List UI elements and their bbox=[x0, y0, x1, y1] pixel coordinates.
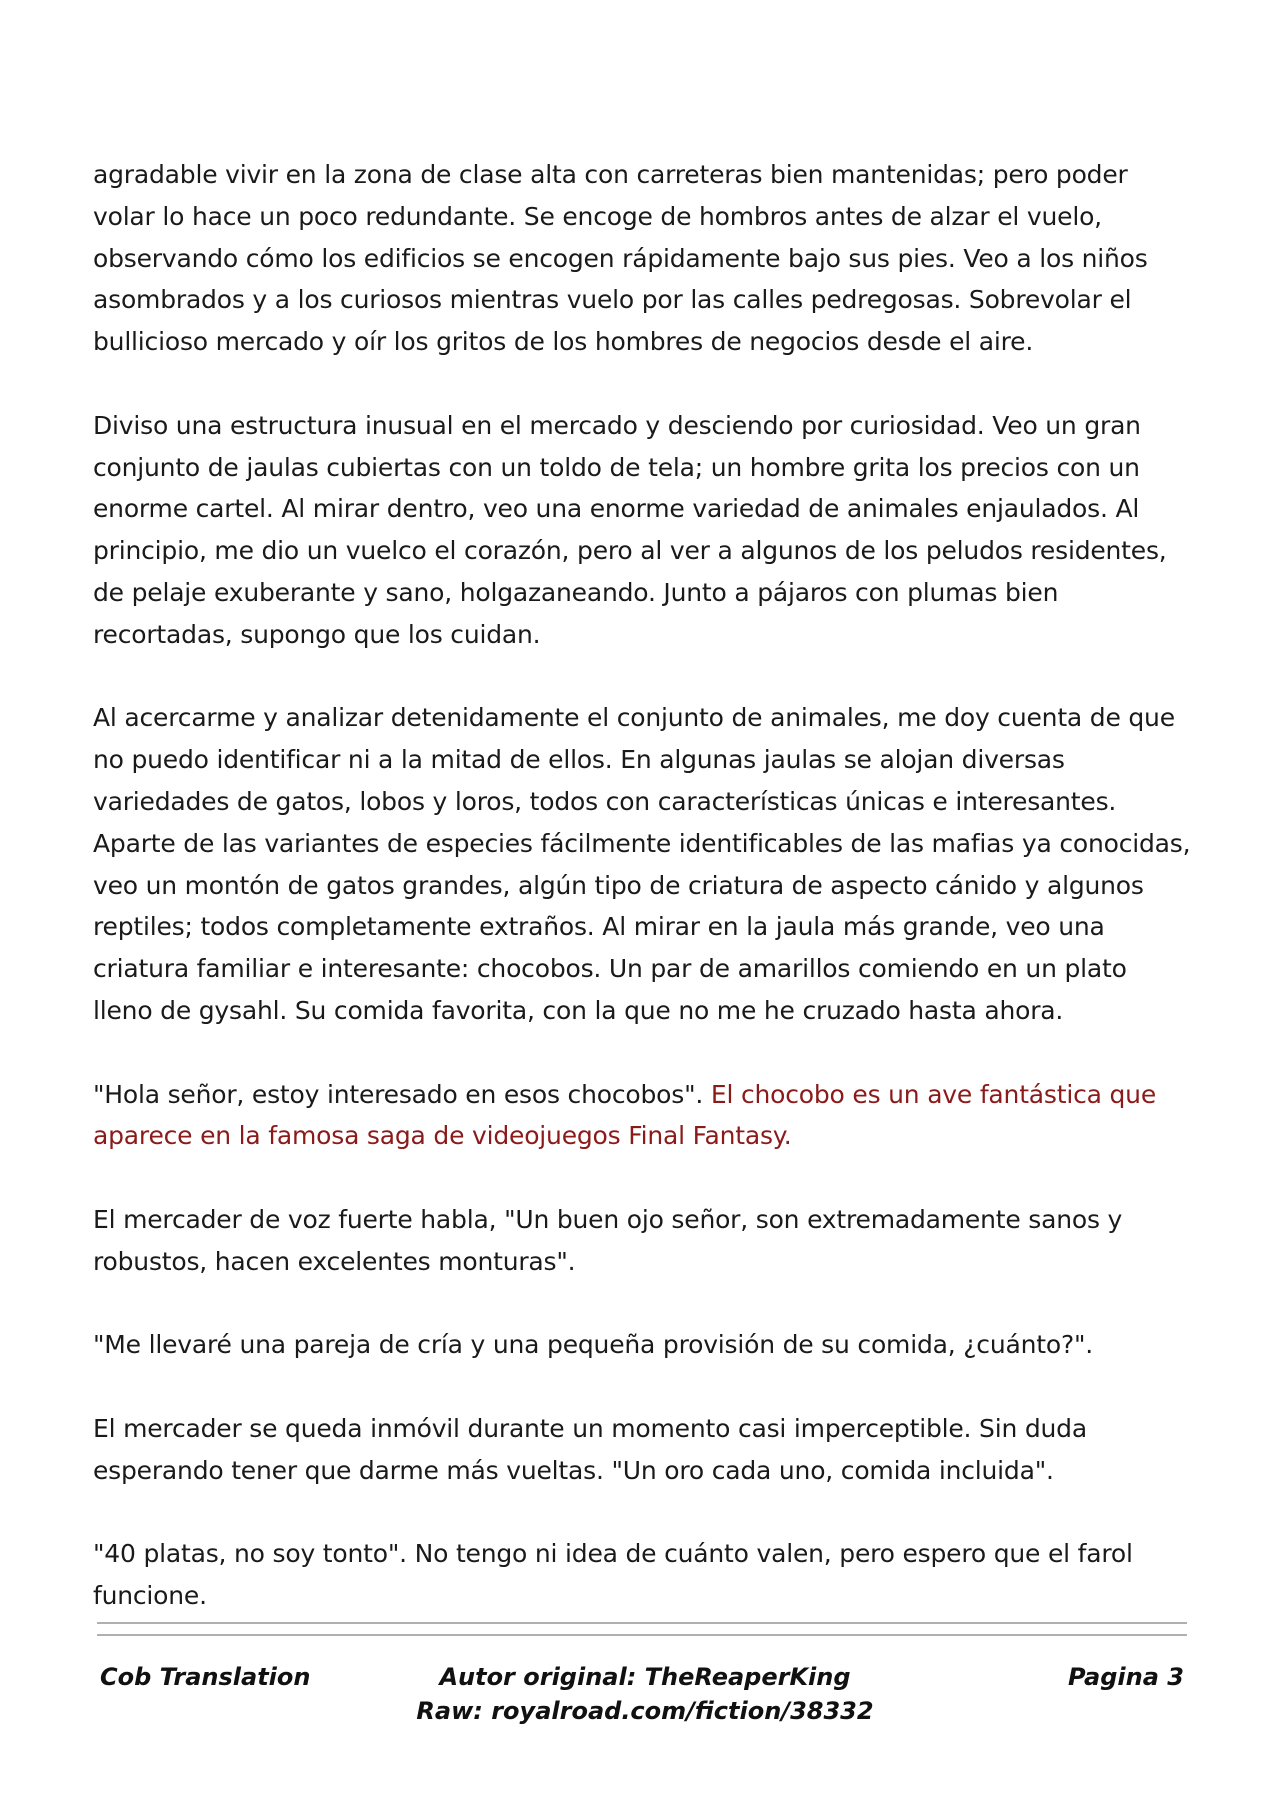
paragraph-3-text: Al acercarme y analizar detenidamente el conjunto de animales, me doy cuenta de que no puedo identificar ni a la mitad de ellos. En algunas jaulas se alojan diversas variedades de gatos, lobos y loros, todos con características únicas e interesantes. Aparte de las variantes de especies fácilmente identificables de las mafias ya conocidas, veo un montón de gatos grandes, algún tipo de criatura de aspecto cánido y algunos reptiles; todos completamente extraños. Al mirar en la jaula más grande, veo una criatura familiar e interesante: chocobos. Un par de amarillos comiendo en un plato lleno de gysahl. Su comida favorita, con la que no me he cruzado hasta ahora. bbox=[93, 703, 1191, 1025]
paragraph-5-text: El mercader de voz fuerte habla, "Un buen ojo señor, son extremadamente sanos y robustos, hacen excelentes monturas". bbox=[93, 1204, 1123, 1276]
paragraph-3 bbox=[93, 697, 1193, 1031]
paragraph-7-text: El mercader se queda inmóvil durante un momento casi imperceptible. Sin duda esperando tener que darme más vueltas. "Un oro cada uno, comida incluida". bbox=[93, 1413, 1087, 1485]
paragraph-7 bbox=[93, 1408, 1193, 1492]
paragraph-8 bbox=[93, 1533, 1193, 1617]
footer-translator: Cob Translation bbox=[100, 1663, 311, 1691]
paragraph-4-text: "Hola señor, estoy interesado en esos chocobos". bbox=[93, 1079, 711, 1109]
paragraph-1-text: agradable vivir en la zona de clase alta con carreteras bien mantenidas; pero poder volar lo hace un poco redundante. Se encoge de hombros antes de alzar el vuelo, observando cómo los edificios se encogen rápidamente bajo sus pies. Veo a los niños asombrados y a los curiosos mientras vuelo por las calles pedregosas. Sobrevolar el bullicioso mercado y oír los gritos de los hombres de negocios desde el aire. bbox=[93, 160, 1148, 357]
footer-original-author: Autor original: TheReaperKing bbox=[439, 1663, 851, 1691]
translator-note: El chocobo es un ave fantástica que aparece en la famosa saga de videojuegos Final Fantasy. bbox=[93, 1079, 1156, 1151]
footer-raw-source: Raw: royalroad.com/fiction/38332 bbox=[416, 1697, 874, 1725]
paragraph-2 bbox=[93, 405, 1193, 656]
body-text bbox=[93, 154, 1193, 1659]
footer-divider-top bbox=[97, 1622, 1187, 1624]
paragraph-1 bbox=[93, 154, 1193, 363]
paragraph-6 bbox=[93, 1324, 1193, 1366]
footer-page-number: Pagina 3 bbox=[1068, 1663, 1184, 1691]
paragraph-4 bbox=[93, 1074, 1193, 1158]
paragraph-8-text: "40 platas, no soy tonto". No tengo ni idea de cuánto valen, pero espero que el farol funcione. bbox=[93, 1539, 1133, 1611]
paragraph-5 bbox=[93, 1199, 1193, 1283]
paragraph-2-text: Diviso una estructura inusual en el mercado y desciendo por curiosidad. Veo un gran conjunto de jaulas cubiertas con un toldo de tela; un hombre grita los precios con un enorme cartel. Al mirar dentro, veo una enorme variedad de animales enjaulados. Al principio, me dio un vuelco el corazón, pero al ver a algunos de los peludos residentes, de pelaje exuberante y sano, holgazaneando. Junto a pájaros con plumas bien recortadas, supongo que los cuidan. bbox=[93, 410, 1167, 649]
footer-divider-bottom bbox=[97, 1634, 1187, 1636]
paragraph-6-text: "Me llevaré una pareja de cría y una pequeña provisión de su comida, ¿cuánto?". bbox=[93, 1330, 1094, 1360]
